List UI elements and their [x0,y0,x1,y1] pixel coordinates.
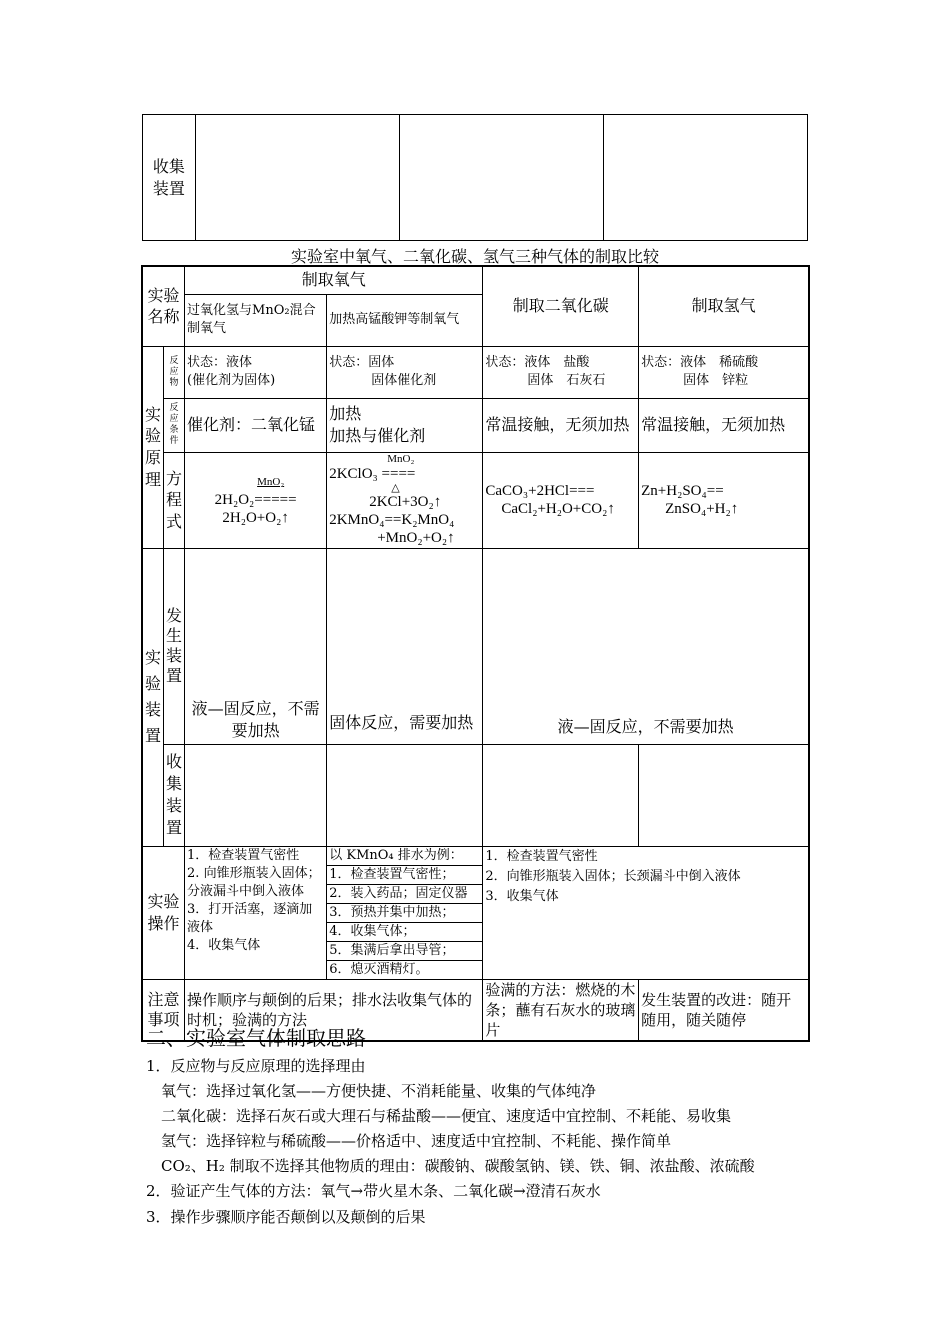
operation-h2o2-step: 2. 向锥形瓶装入固体；分液漏斗中倒入液体 [187,865,321,899]
h2o2-method: 过氧化氢与MnO₂混合制氧气 [185,294,327,346]
equation-h2o2-line2: 2H₂O+O₂↑ [222,510,289,526]
operation-co2-h2-step: 2．向锥形瓶装入固体；长颈漏斗中倒入液体 [485,868,741,884]
operation-kmno4-step: 以 KMnO₄ 排水为例： [329,847,463,863]
generator-kmno4: 固体反应，需要加热 [327,548,483,744]
reactant-kmno4-line1: 状态：固体 [329,355,395,371]
condition-h2: 常温接触，无须加热 [639,398,809,452]
top-cell-2 [399,115,603,241]
apparatus-label: 实 验 装 置 [142,548,164,846]
top-cell-1 [195,115,399,241]
notes-co2: 验满的方法：燃烧的木条；蘸有石灰水的玻璃片 [483,979,639,1041]
equation-kclo3-line1: 2KClO₃ ==== [329,465,416,482]
operation-h2o2-step: 1．检查装置气密性 [187,847,300,863]
top-collection-table [142,114,808,241]
kclo3-heat: △ [391,481,400,494]
equation-h2o2 [185,452,327,548]
reactant-co2 [483,346,639,398]
reactant-kmno4 [327,346,483,398]
notes-h2: 发生装置的改进：随开随用，随关随停 [639,979,809,1041]
collector-kmno4 [327,744,483,846]
equation-co2-line1: CaCO₃+2HCl=== [485,483,595,499]
operation-co2-h2 [483,846,809,979]
condition-h2o2: 催化剂：二氧化锰 [185,398,327,452]
section2-line: 氢气：选择锌粒与稀硫酸——价格适中、速度适中宜控制、不耗能、操作简单 [161,1132,672,1150]
reactant-h2o2 [185,346,327,398]
generator-label: 发 生 装 置 [164,548,185,744]
section2-line: 二氧化碳：选择石灰石或大理石与稀盐酸——便宜、速度适中宜控制、不耗能、易收集 [161,1107,732,1125]
operation-h2o2-step: 4．收集气体 [187,937,261,953]
oxygen-header: 制取氧气 [185,266,483,294]
operation-h2o2 [185,846,327,979]
collector-label: 收 集 装 置 [164,744,185,846]
reactant-h2o2-line2: (催化剂为固体) [187,373,276,388]
principle-label: 实 验 原 理 [142,346,164,548]
operation-kmno4 [327,846,483,979]
section2-line: 3．操作步骤顺序能否颠倒以及颠倒的后果 [146,1208,426,1226]
operation-kmno4-step: 5．集满后拿出导管； [327,941,482,960]
reactant-h2-line1: 状态：液体 稀硫酸 [641,355,759,371]
condition-kmno4-line2: 加热与催化剂 [329,426,426,445]
operation-kmno4-step: 2．装入药品；固定仪器 [327,884,482,903]
notes-oxygen: 操作顺序与颠倒的后果；排水法收集气体的时机；验满的方法 [185,979,483,1041]
comparison-table [141,265,810,1042]
equation-h2o2-line1: 2H₂O₂===== [214,492,297,508]
equation-h2-line2: ZnSO₄+H₂↑ [665,501,739,517]
reactant-co2-line2: 固体 石灰石 [527,373,606,388]
equation-kmno4 [327,452,483,548]
kmno4-method: 加热高锰酸钾等制氧气 [327,294,483,346]
operation-kmno4-step: 6．熄灭酒精灯。 [327,960,482,979]
condition-label: 反应条件 [164,398,185,452]
equation-h2-line1: Zn+H₂SO₄== [641,483,724,499]
top-cell-3 [603,115,807,241]
equation-h2 [639,452,809,548]
h2-header: 制取氢气 [639,266,809,346]
section2-line: 1．反应物与反应原理的选择理由 [146,1057,366,1075]
collector-h2 [639,744,809,846]
reactant-h2o2-line1: 状态：液体 [187,355,253,371]
generator-h2o2: 液—固反应，不需要加热 [185,548,327,744]
kclo3-catalyst: MnO₂ [387,452,415,465]
operation-h2o2-step: 3．打开活塞，逐滴加液体 [187,901,313,935]
operation-label: 实验 操作 [142,846,185,979]
section2-heading: 二、实验室气体制取思路 [146,1026,366,1050]
section2-line: CO₂、H₂ 制取不选择其他物质的理由：碳酸钠、碳酸氢钠、镁、铁、铜、浓盐酸、浓硫酸 [161,1157,755,1175]
co2-header: 制取二氧化碳 [483,266,639,346]
operation-kmno4-step: 3．预热并集中加热； [327,903,482,922]
reactant-h2 [639,346,809,398]
reactant-kmno4-line2: 固体催化剂 [371,373,437,388]
notes-label: 注意 事项 [142,979,185,1041]
condition-kmno4-line1: 加热 [329,404,362,424]
equation-co2 [483,452,639,548]
operation-co2-h2-step: 3．收集气体 [485,888,559,904]
equation-kmno4-line2: +MnO₂+O₂↑ [377,529,455,546]
reactant-co2-line1: 状态：液体 盐酸 [485,355,590,371]
condition-kmno4 [327,398,483,452]
collector-co2 [483,744,639,846]
equation-kmno4-line1: 2KMnO₄==K₂MnO₄ [329,511,455,528]
generator-co2-h2: 液—固反应，不需要加热 [483,548,809,744]
equation-kclo3-line2: 2KCl+3O₂↑ [369,493,442,510]
condition-co2: 常温接触，无须加热 [483,398,639,452]
reactant-h2-line2: 固体 锌粒 [683,373,749,388]
exp-name-label: 实验 名称 [142,266,185,346]
reactant-label: 反应物 [164,346,185,398]
h2o2-catalyst: MnO₂ [257,476,285,488]
equation-co2-line2: CaCl₂+H₂O+CO₂↑ [501,501,615,517]
section2-line: 2．验证产生气体的方法：氧气→带火星木条、二氧化碳→澄清石灰水 [146,1182,601,1200]
section2-line: 氧气：选择过氧化氢——方便快捷、不消耗能量、收集的气体纯净 [161,1082,597,1100]
equation-label: 方 程 式 [164,452,185,548]
table-caption: 实验室中氧气、二氧化碳、氢气三种气体的制取比较 [290,247,659,266]
collector-h2o2 [185,744,327,846]
operation-co2-h2-step: 1．检查装置气密性 [485,848,598,864]
operation-kmno4-step: 1．检查装置气密性； [327,865,482,884]
top-row-label: 收集 装置 [143,115,196,241]
operation-kmno4-step: 4．收集气体； [327,922,482,941]
